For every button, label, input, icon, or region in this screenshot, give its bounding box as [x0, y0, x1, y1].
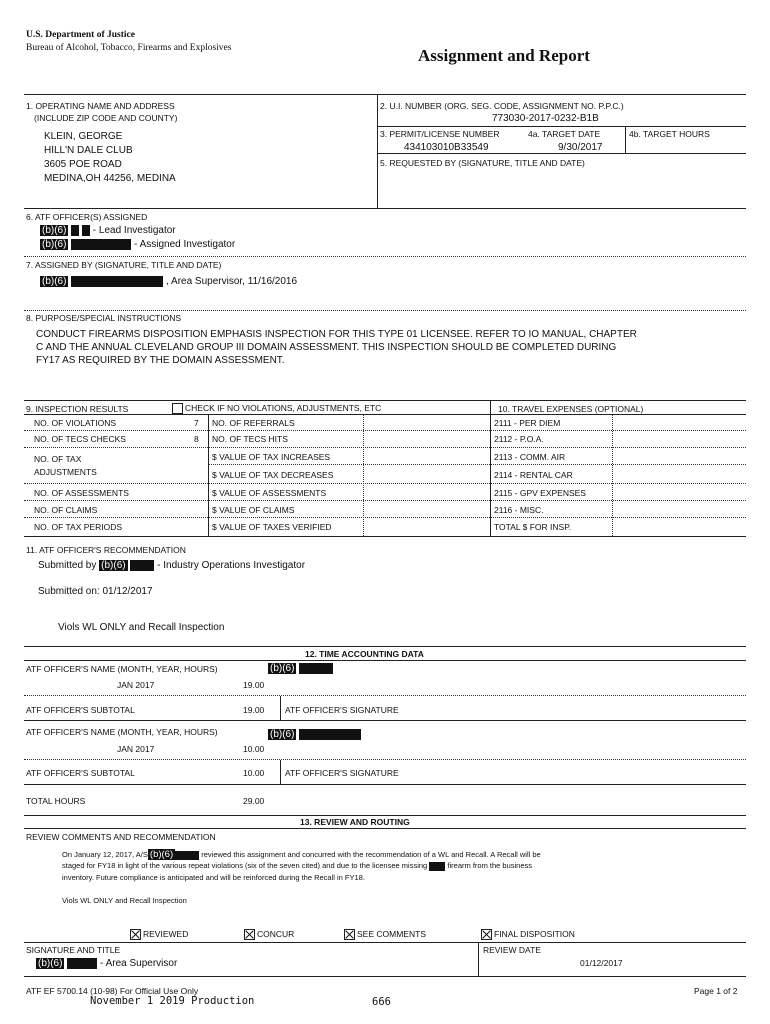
redaction-box: (b)(6): [42, 225, 67, 237]
redaction-box: (b)(6): [149, 849, 174, 860]
submitted-by-row: [38, 560, 305, 571]
submitted-by-role: - Industry Operations Investigator: [157, 560, 306, 572]
redaction-box: (b)(6): [42, 276, 67, 288]
divider: [24, 414, 746, 415]
divider: [24, 483, 746, 484]
comm-air-label: 2113 - COMM. AIR: [494, 452, 566, 462]
officer1-subtotal-label: ATF OFFICER'S SUBTOTAL: [26, 705, 135, 715]
inspection-results-label: 9. INSPECTION RESULTS: [26, 404, 129, 414]
purpose-label: 8. PURPOSE/SPECIAL INSTRUCTIONS: [26, 313, 182, 323]
redaction-box: [429, 862, 445, 871]
review-comment-text: firearm from the business: [447, 861, 533, 870]
address-line: 3605 POE ROAD: [44, 159, 122, 170]
redaction-box: [299, 663, 333, 674]
no-violations-checkbox[interactable]: [172, 403, 381, 414]
lead-investigator-row: [40, 225, 176, 236]
target-hours-label: 4b. TARGET HOURS: [629, 129, 710, 139]
assigned-by-label: 7. ASSIGNED BY (SIGNATURE, TITLE AND DATE): [26, 260, 222, 270]
signature-title-label: SIGNATURE AND TITLE: [26, 945, 121, 955]
misc-label: 2116 - MISC.: [494, 505, 544, 515]
assigned-investigator-role: - Assigned Investigator: [134, 239, 236, 251]
ui-number-value: 773030-2017-0232-B1B: [492, 113, 599, 124]
divider: [24, 430, 746, 431]
redaction-box: [175, 851, 199, 860]
divider: [24, 517, 746, 518]
assessments-label: NO. OF ASSESSMENTS: [34, 488, 129, 498]
review-comments-label: REVIEW COMMENTS AND RECOMMENDATION: [26, 832, 216, 842]
checkbox-checked-icon: [130, 929, 141, 940]
review-comment-line-1: [62, 849, 541, 860]
divider: [208, 464, 746, 465]
permit-number-value: 434103010B33549: [404, 142, 489, 153]
assigned-by-row: [40, 276, 297, 287]
review-comment-line-3: inventory. Future compliance is anticipated and will be reinforced during the Recall in FY18.: [62, 873, 365, 882]
reviewed-checkbox[interactable]: [130, 929, 188, 940]
divider: [377, 153, 746, 154]
divider: [24, 976, 746, 977]
divider: [24, 695, 746, 696]
no-violations-checkbox-label: CHECK IF NO VIOLATIONS, ADJUSTMENTS, ETC: [185, 403, 382, 413]
claims-label: NO. OF CLAIMS: [34, 505, 98, 515]
divider: [478, 942, 479, 976]
tax-adjustments-label: NO. OF TAX: [34, 454, 82, 464]
checkbox-checked-icon: [481, 929, 492, 940]
rental-car-label: 2114 - RENTAL CAR: [494, 470, 573, 480]
officer1-name: [268, 663, 333, 674]
divider: [24, 828, 746, 829]
redaction-box: (b)(6): [42, 239, 67, 251]
permit-number-label: 3. PERMIT/LICENSE NUMBER: [380, 129, 500, 139]
submitted-by-label: Submitted by: [38, 560, 97, 572]
lead-investigator-role: - Lead Investigator: [92, 225, 176, 237]
tax-increases-label: $ VALUE OF TAX INCREASES: [212, 452, 331, 462]
redaction-box: [71, 276, 163, 287]
divider: [377, 126, 746, 127]
officer1-signature-label: ATF OFFICER'S SIGNATURE: [285, 705, 399, 715]
officer1-subtotal: 19.00: [243, 705, 265, 715]
review-date-label: REVIEW DATE: [483, 945, 541, 955]
operating-name-sublabel: (INCLUDE ZIP CODE AND COUNTY): [34, 113, 178, 123]
divider: [377, 94, 378, 208]
form-title: Assignment and Report: [418, 46, 590, 65]
divider: [625, 126, 626, 153]
officer2-hours: 10.00: [243, 744, 265, 754]
officer2-name: [268, 729, 361, 740]
redaction-box: (b)(6): [38, 958, 63, 970]
redaction-box: [299, 729, 361, 740]
target-date-value: 9/30/2017: [558, 142, 603, 153]
total-hours-value: 29.00: [243, 796, 265, 806]
see-comments-checkbox[interactable]: [344, 929, 426, 940]
assigned-investigator-row: [40, 239, 235, 250]
divider: [280, 760, 281, 784]
poa-label: 2112 - P.O.A.: [494, 434, 544, 444]
production-stamp: November 1 2019 Production: [90, 995, 255, 1007]
redaction-box: [130, 560, 154, 571]
address-line: HILL'N DALE CLUB: [44, 145, 133, 156]
value-assessments-label: $ VALUE OF ASSESSMENTS: [212, 488, 327, 498]
per-diem-label: 2111 - PER DIEM: [494, 418, 561, 428]
divider: [24, 310, 746, 311]
total-hours-label: TOTAL HOURS: [26, 796, 86, 806]
review-recommendation: Viols WL ONLY and Recall Inspection: [62, 896, 187, 905]
divider: [24, 447, 746, 448]
operating-name-label: 1. OPERATING NAME AND ADDRESS: [26, 101, 175, 111]
divider: [280, 696, 281, 720]
officer2-subtotal-label: ATF OFFICER'S SUBTOTAL: [26, 768, 135, 778]
divider: [24, 500, 746, 501]
purpose-line: FY17 AS REQUIRED BY THE DOMAIN ASSESSMENT.: [36, 355, 285, 366]
review-date-value: 01/12/2017: [580, 958, 623, 968]
travel-expenses-label: 10. TRAVEL EXPENSES (OPTIONAL): [498, 404, 644, 414]
divider: [24, 759, 746, 760]
violations-label: NO. OF VIOLATIONS: [34, 418, 117, 428]
checkbox-checked-icon: [344, 929, 355, 940]
recommendation-label: 11. ATF OFFICER'S RECOMMENDATION: [26, 545, 186, 555]
tax-adjustments-label-2: ADJUSTMENTS: [34, 467, 97, 477]
redaction-box: (b)(6): [270, 663, 295, 675]
page-number: Page 1 of 2: [694, 986, 738, 996]
officer1-month: JAN 2017: [117, 680, 155, 690]
requested-by-label: 5. REQUESTED BY (SIGNATURE, TITLE AND DATE): [380, 158, 585, 168]
reviewer-role: - Area Supervisor: [100, 958, 178, 970]
purpose-line: CONDUCT FIREARMS DISPOSITION EMPHASIS INSPECTION FOR THIS TYPE 01 LICENSEE. REFER TO IO MANUAL, CHAPTER: [36, 329, 637, 340]
divider: [24, 720, 746, 721]
gpv-expenses-label: 2115 - GPV EXPENSES: [494, 488, 586, 498]
divider: [24, 942, 746, 943]
target-date-label: 4a. TARGET DATE: [528, 129, 601, 139]
reviewed-label: REVIEWED: [143, 929, 189, 939]
officer2-signature-label: ATF OFFICER'S SIGNATURE: [285, 768, 399, 778]
divider: [24, 94, 746, 95]
tax-periods-label: NO. OF TAX PERIODS: [34, 522, 123, 532]
divider: [24, 208, 746, 209]
tecs-hits-label: NO. OF TECS HITS: [212, 434, 288, 444]
divider: [490, 401, 491, 536]
redaction-box: (b)(6): [101, 560, 126, 572]
assigned-by-value: , Area Supervisor, 11/16/2016: [166, 276, 298, 288]
address-line: MEDINA,OH 44256, MEDINA: [44, 173, 176, 184]
officer1-hours: 19.00: [243, 680, 265, 690]
total-insp-label: TOTAL $ FOR INSP.: [494, 522, 572, 532]
redaction-box: [71, 239, 131, 250]
officers-assigned-label: 6. ATF OFFICER(S) ASSIGNED: [26, 212, 148, 222]
concur-checkbox[interactable]: [244, 929, 294, 940]
see-comments-label: SEE COMMENTS: [357, 929, 426, 939]
time-accounting-title: 12. TIME ACCOUNTING DATA: [305, 649, 424, 659]
violations-value: 7: [194, 418, 199, 428]
bates-number: 666: [372, 996, 391, 1008]
licensee-address: [44, 130, 176, 186]
redaction-box: (b)(6): [270, 729, 295, 741]
divider: [24, 400, 746, 401]
officer2-month: JAN 2017: [117, 744, 155, 754]
review-comment-line-2: [62, 861, 532, 871]
concur-label: CONCUR: [257, 929, 295, 939]
department-name: U.S. Department of Justice: [26, 30, 135, 40]
purpose-line: C AND THE ANNUAL CLEVELAND GROUP III DOMAIN ASSESSMENT. THIS INSPECTION SHOULD BE COMPLETED DURING: [36, 342, 617, 353]
divider: [24, 815, 746, 816]
review-comment-pre: On January 12, 2017, A/S: [62, 850, 148, 859]
form-number: ATF EF 5700.14 (10-98) For Official Use Only: [26, 986, 199, 996]
ui-number-label: 2. U.I. NUMBER (ORG. SEG. CODE, ASSIGNMENT NO. P.P.C.): [380, 101, 624, 111]
officer-name-label: ATF OFFICER'S NAME (MONTH, YEAR, HOURS): [26, 664, 218, 674]
final-disposition-label: FINAL DISPOSITION: [494, 929, 575, 939]
tecs-checks-label: NO. OF TECS CHECKS: [34, 434, 126, 444]
divider: [24, 536, 746, 537]
bureau-name: Bureau of Alcohol, Tobacco, Firearms and Explosives: [26, 43, 232, 53]
referrals-label: NO. OF REFERRALS: [212, 418, 295, 428]
checkbox-checked-icon: [244, 929, 255, 940]
divider: [24, 784, 746, 785]
officer-name-label-2: ATF OFFICER'S NAME (MONTH, YEAR, HOURS): [26, 727, 218, 737]
divider: [24, 256, 746, 257]
review-comment-text: staged for FY18 in light of the various repeat violations (six of the seven cited) and due to the licensee missing: [62, 861, 428, 870]
checkbox-icon: [172, 403, 183, 414]
redaction-box: [82, 225, 90, 236]
redaction-box: [71, 225, 79, 236]
reviewer-signature: [36, 958, 177, 969]
divider: [24, 646, 746, 647]
review-routing-title: 13. REVIEW AND ROUTING: [300, 817, 410, 827]
taxes-verified-label: $ VALUE OF TAXES VERIFIED: [212, 522, 332, 532]
review-comment-text: reviewed this assignment and concurred with the recommendation of a WL and Recall. A Recall will be: [201, 850, 541, 859]
tecs-checks-value: 8: [194, 434, 199, 444]
recommendation-text: Viols WL ONLY and Recall Inspection: [58, 622, 225, 633]
address-line: KLEIN, GEORGE: [44, 131, 123, 142]
purpose-text: [36, 328, 637, 367]
divider: [24, 660, 746, 661]
value-claims-label: $ VALUE OF CLAIMS: [212, 505, 295, 515]
final-disposition-checkbox[interactable]: [481, 929, 575, 940]
tax-decreases-label: $ VALUE OF TAX DECREASES: [212, 470, 334, 480]
officer2-subtotal: 10.00: [243, 768, 265, 778]
submitted-on: Submitted on: 01/12/2017: [38, 586, 153, 597]
redaction-box: [67, 958, 97, 969]
